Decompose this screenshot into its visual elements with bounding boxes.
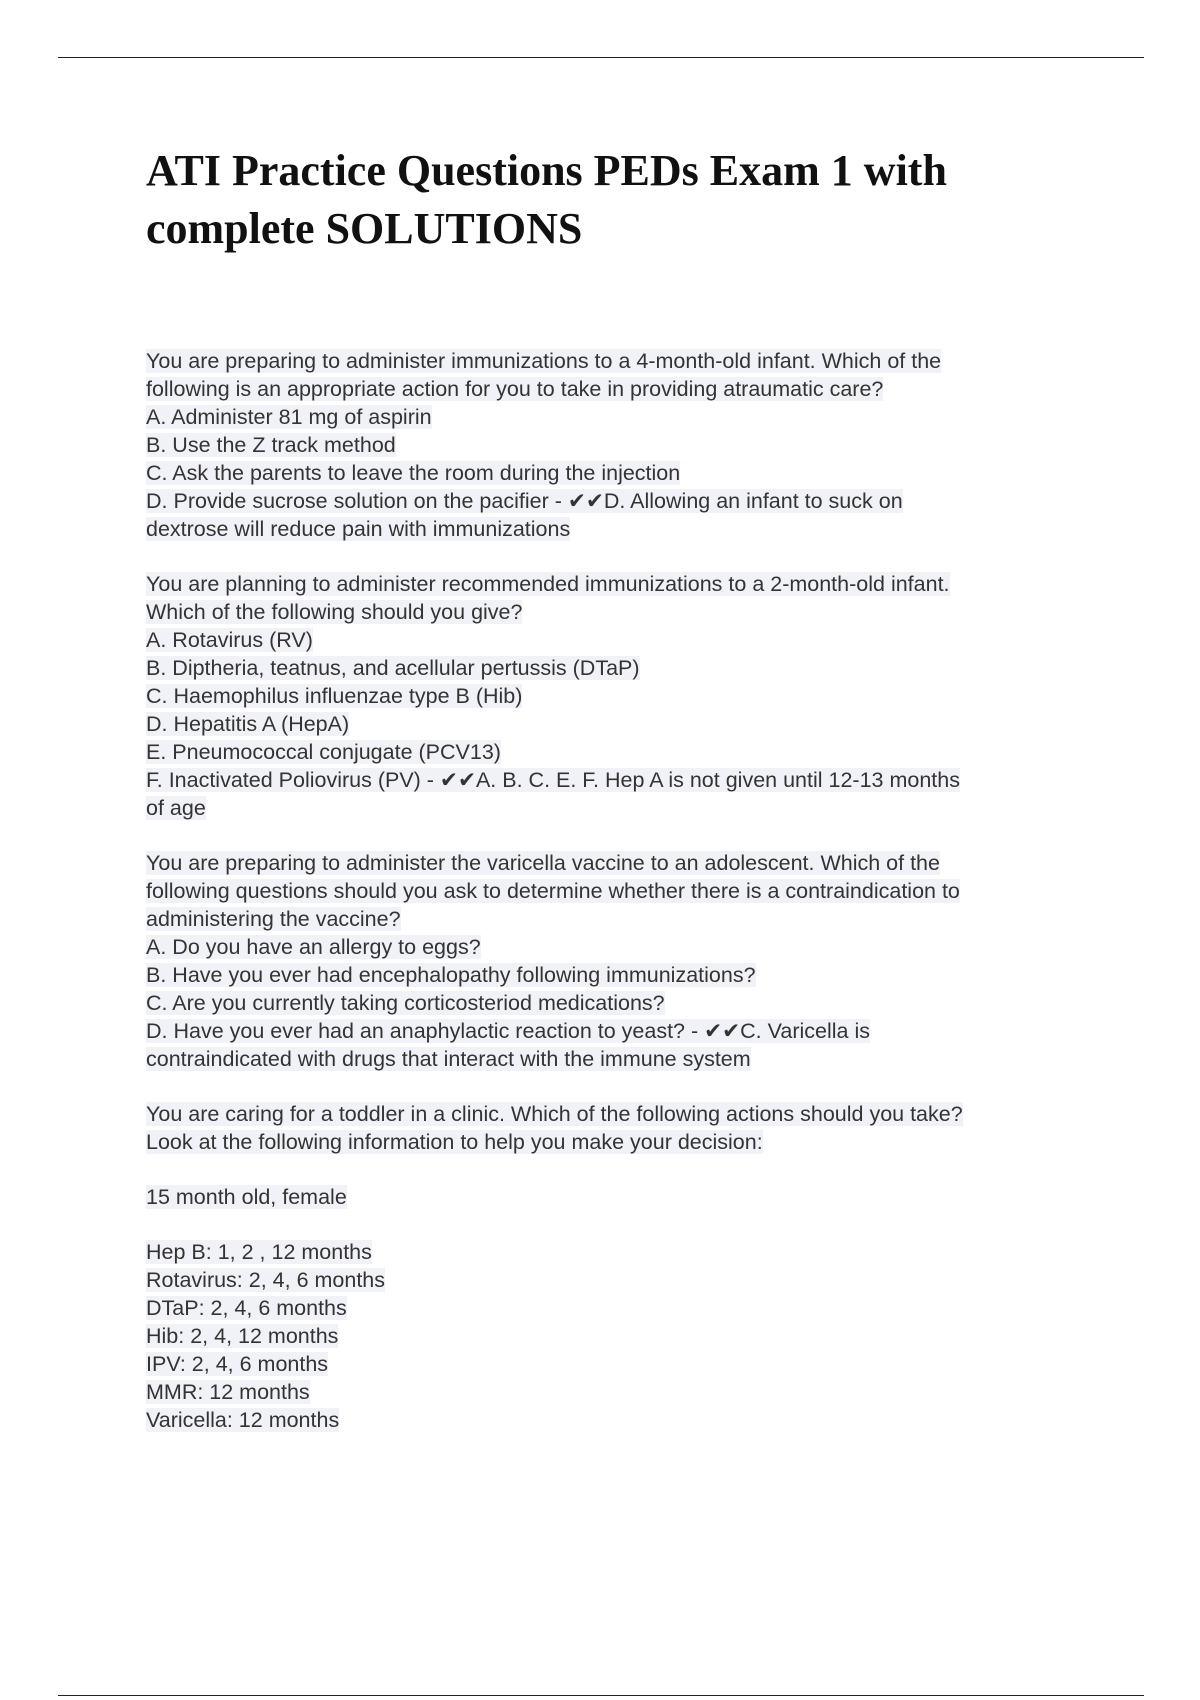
text-line: following is an appropriate action for you to take in providing atraumatic care? <box>146 377 884 401</box>
question-block-1 <box>146 347 1106 543</box>
question-block-2 <box>146 570 1106 822</box>
record-line: IPV: 2, 4, 6 months <box>146 1352 329 1376</box>
immunization-record <box>146 1238 1106 1434</box>
text-line: You are preparing to administer immunizations to a 4-month-old infant. Which of the <box>146 349 942 373</box>
question-block-4 <box>146 1100 1106 1156</box>
answer-option: D. Provide sucrose solution on the pacifier - ✔✔D. Allowing an infant to suck on <box>146 489 903 513</box>
text-line: administering the vaccine? <box>146 907 401 931</box>
solution-text: contraindicated with drugs that interact with the immune system <box>146 1047 751 1071</box>
answer-option: A. Administer 81 mg of aspirin <box>146 405 432 429</box>
text-line: You are preparing to administer the varicella vaccine to an adolescent. Which of the <box>146 851 940 875</box>
record-line: Hep B: 1, 2 , 12 months <box>146 1240 372 1264</box>
record-line: MMR: 12 months <box>146 1380 310 1404</box>
answer-option: F. Inactivated Poliovirus (PV) - ✔✔A. B. C. E. F. Hep A is not given until 12-13 months <box>146 768 960 792</box>
patient-info <box>146 1183 1106 1211</box>
document-title <box>146 142 1046 258</box>
record-line: Varicella: 12 months <box>146 1408 340 1432</box>
text-line: Which of the following should you give? <box>146 600 523 624</box>
answer-option: C. Are you currently taking corticosteriod medications? <box>146 991 665 1015</box>
record-line: Hib: 2, 4, 12 months <box>146 1324 339 1348</box>
footer-rule <box>58 1695 1144 1696</box>
document-body <box>146 347 1106 1434</box>
answer-option: E. Pneumococcal conjugate (PCV13) <box>146 740 501 764</box>
text-line: following questions should you ask to determine whether there is a contraindication to <box>146 879 960 903</box>
record-line: DTaP: 2, 4, 6 months <box>146 1296 347 1320</box>
answer-option: C. Ask the parents to leave the room during the injection <box>146 461 681 485</box>
header-rule <box>58 57 1144 58</box>
text-line: You are planning to administer recommended immunizations to a 2-month-old infant. <box>146 572 950 596</box>
answer-option: B. Use the Z track method <box>146 433 396 457</box>
text-line: Look at the following information to help you make your decision: <box>146 1130 763 1154</box>
answer-option: B. Have you ever had encephalopathy following immunizations? <box>146 963 756 987</box>
answer-option: D. Hepatitis A (HepA) <box>146 712 350 736</box>
answer-option: C. Haemophilus influenzae type B (Hib) <box>146 684 523 708</box>
answer-option: B. Diptheria, teatnus, and acellular pertussis (DTaP) <box>146 656 640 680</box>
text-line: 15 month old, female <box>146 1185 347 1209</box>
title-line-2: complete SOLUTIONS <box>146 204 583 253</box>
title-line-1: ATI Practice Questions PEDs Exam 1 with <box>146 146 947 195</box>
document-page <box>146 142 1106 1461</box>
solution-text: of age <box>146 796 206 820</box>
solution-text: dextrose will reduce pain with immunizations <box>146 517 571 541</box>
answer-option: A. Do you have an allergy to eggs? <box>146 935 481 959</box>
record-line: Rotavirus: 2, 4, 6 months <box>146 1268 385 1292</box>
text-line: You are caring for a toddler in a clinic. Which of the following actions should you take? <box>146 1102 963 1126</box>
answer-option: D. Have you ever had an anaphylactic reaction to yeast? - ✔✔C. Varicella is <box>146 1019 870 1043</box>
question-block-3 <box>146 849 1106 1073</box>
answer-option: A. Rotavirus (RV) <box>146 628 313 652</box>
